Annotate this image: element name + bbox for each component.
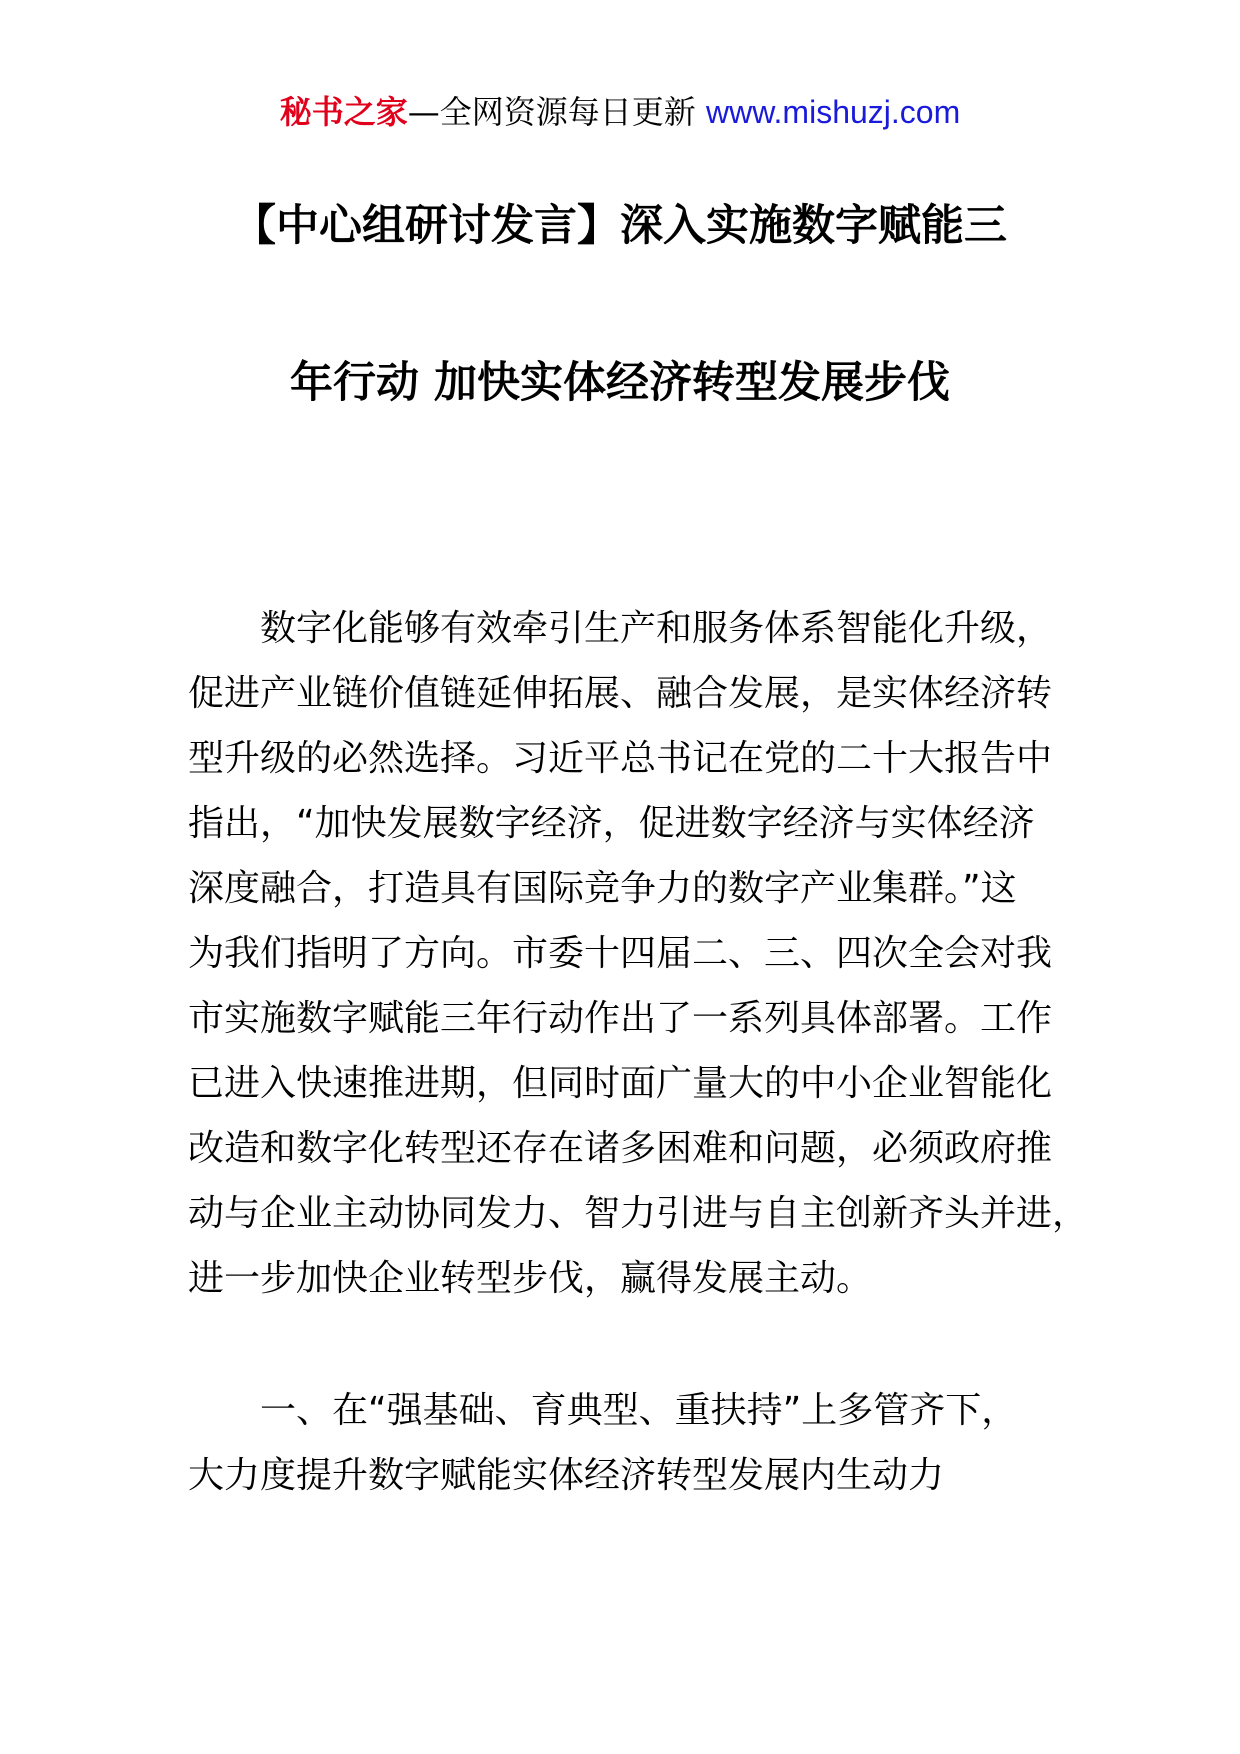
paragraph-line: 促进产业链价值链延伸拓展、融合发展，是实体经济转	[188, 673, 1053, 714]
paragraph-line: 改造和数字化转型还存在诸多困难和问题，必须政府推	[188, 1128, 1053, 1169]
section-heading-1	[188, 1378, 1088, 1508]
paragraph-line: 指出，“加快发展数字经济，促进数字经济与实体经济	[188, 803, 1035, 844]
paragraph-line: 动与企业主动协同发力、智力引进与自主创新齐头并进，	[188, 1193, 1089, 1234]
brand-name: 秘书之家	[279, 93, 408, 131]
site-header	[0, 92, 1240, 132]
header-tagline: —全网资源每日更新	[407, 93, 696, 131]
document-title-line-2: 年行动 加快实体经济转型发展步伐	[290, 358, 950, 408]
intro-paragraph	[188, 596, 1088, 1311]
heading-line: 一、在“强基础、育典型、重扶持”上多管齐下，	[260, 1390, 1018, 1431]
paragraph-line: 为我们指明了方向。市委十四届二、三、四次全会对我	[188, 933, 1053, 974]
site-url[interactable]: www.mishuzj.com	[705, 94, 961, 130]
paragraph-line: 数字化能够有效牵引生产和服务体系智能化升级，	[260, 608, 1053, 649]
paragraph-line: 深度融合，打造具有国际竞争力的数字产业集群。”这	[188, 868, 1017, 909]
paragraph-line: 进一步加快企业转型步伐，赢得发展主动。	[188, 1258, 873, 1299]
heading-line: 大力度提升数字赋能实体经济转型发展内生动力	[188, 1455, 945, 1496]
paragraph-line: 已进入快速推进期，但同时面广量大的中小企业智能化	[188, 1063, 1053, 1104]
paragraph-line: 型升级的必然选择。习近平总书记在党的二十大报告中	[188, 738, 1053, 779]
document-title-line-1: 【中心组研讨发言】深入实施数字赋能三	[233, 201, 1007, 251]
paragraph-line: 市实施数字赋能三年行动作出了一系列具体部署。工作	[188, 998, 1053, 1039]
